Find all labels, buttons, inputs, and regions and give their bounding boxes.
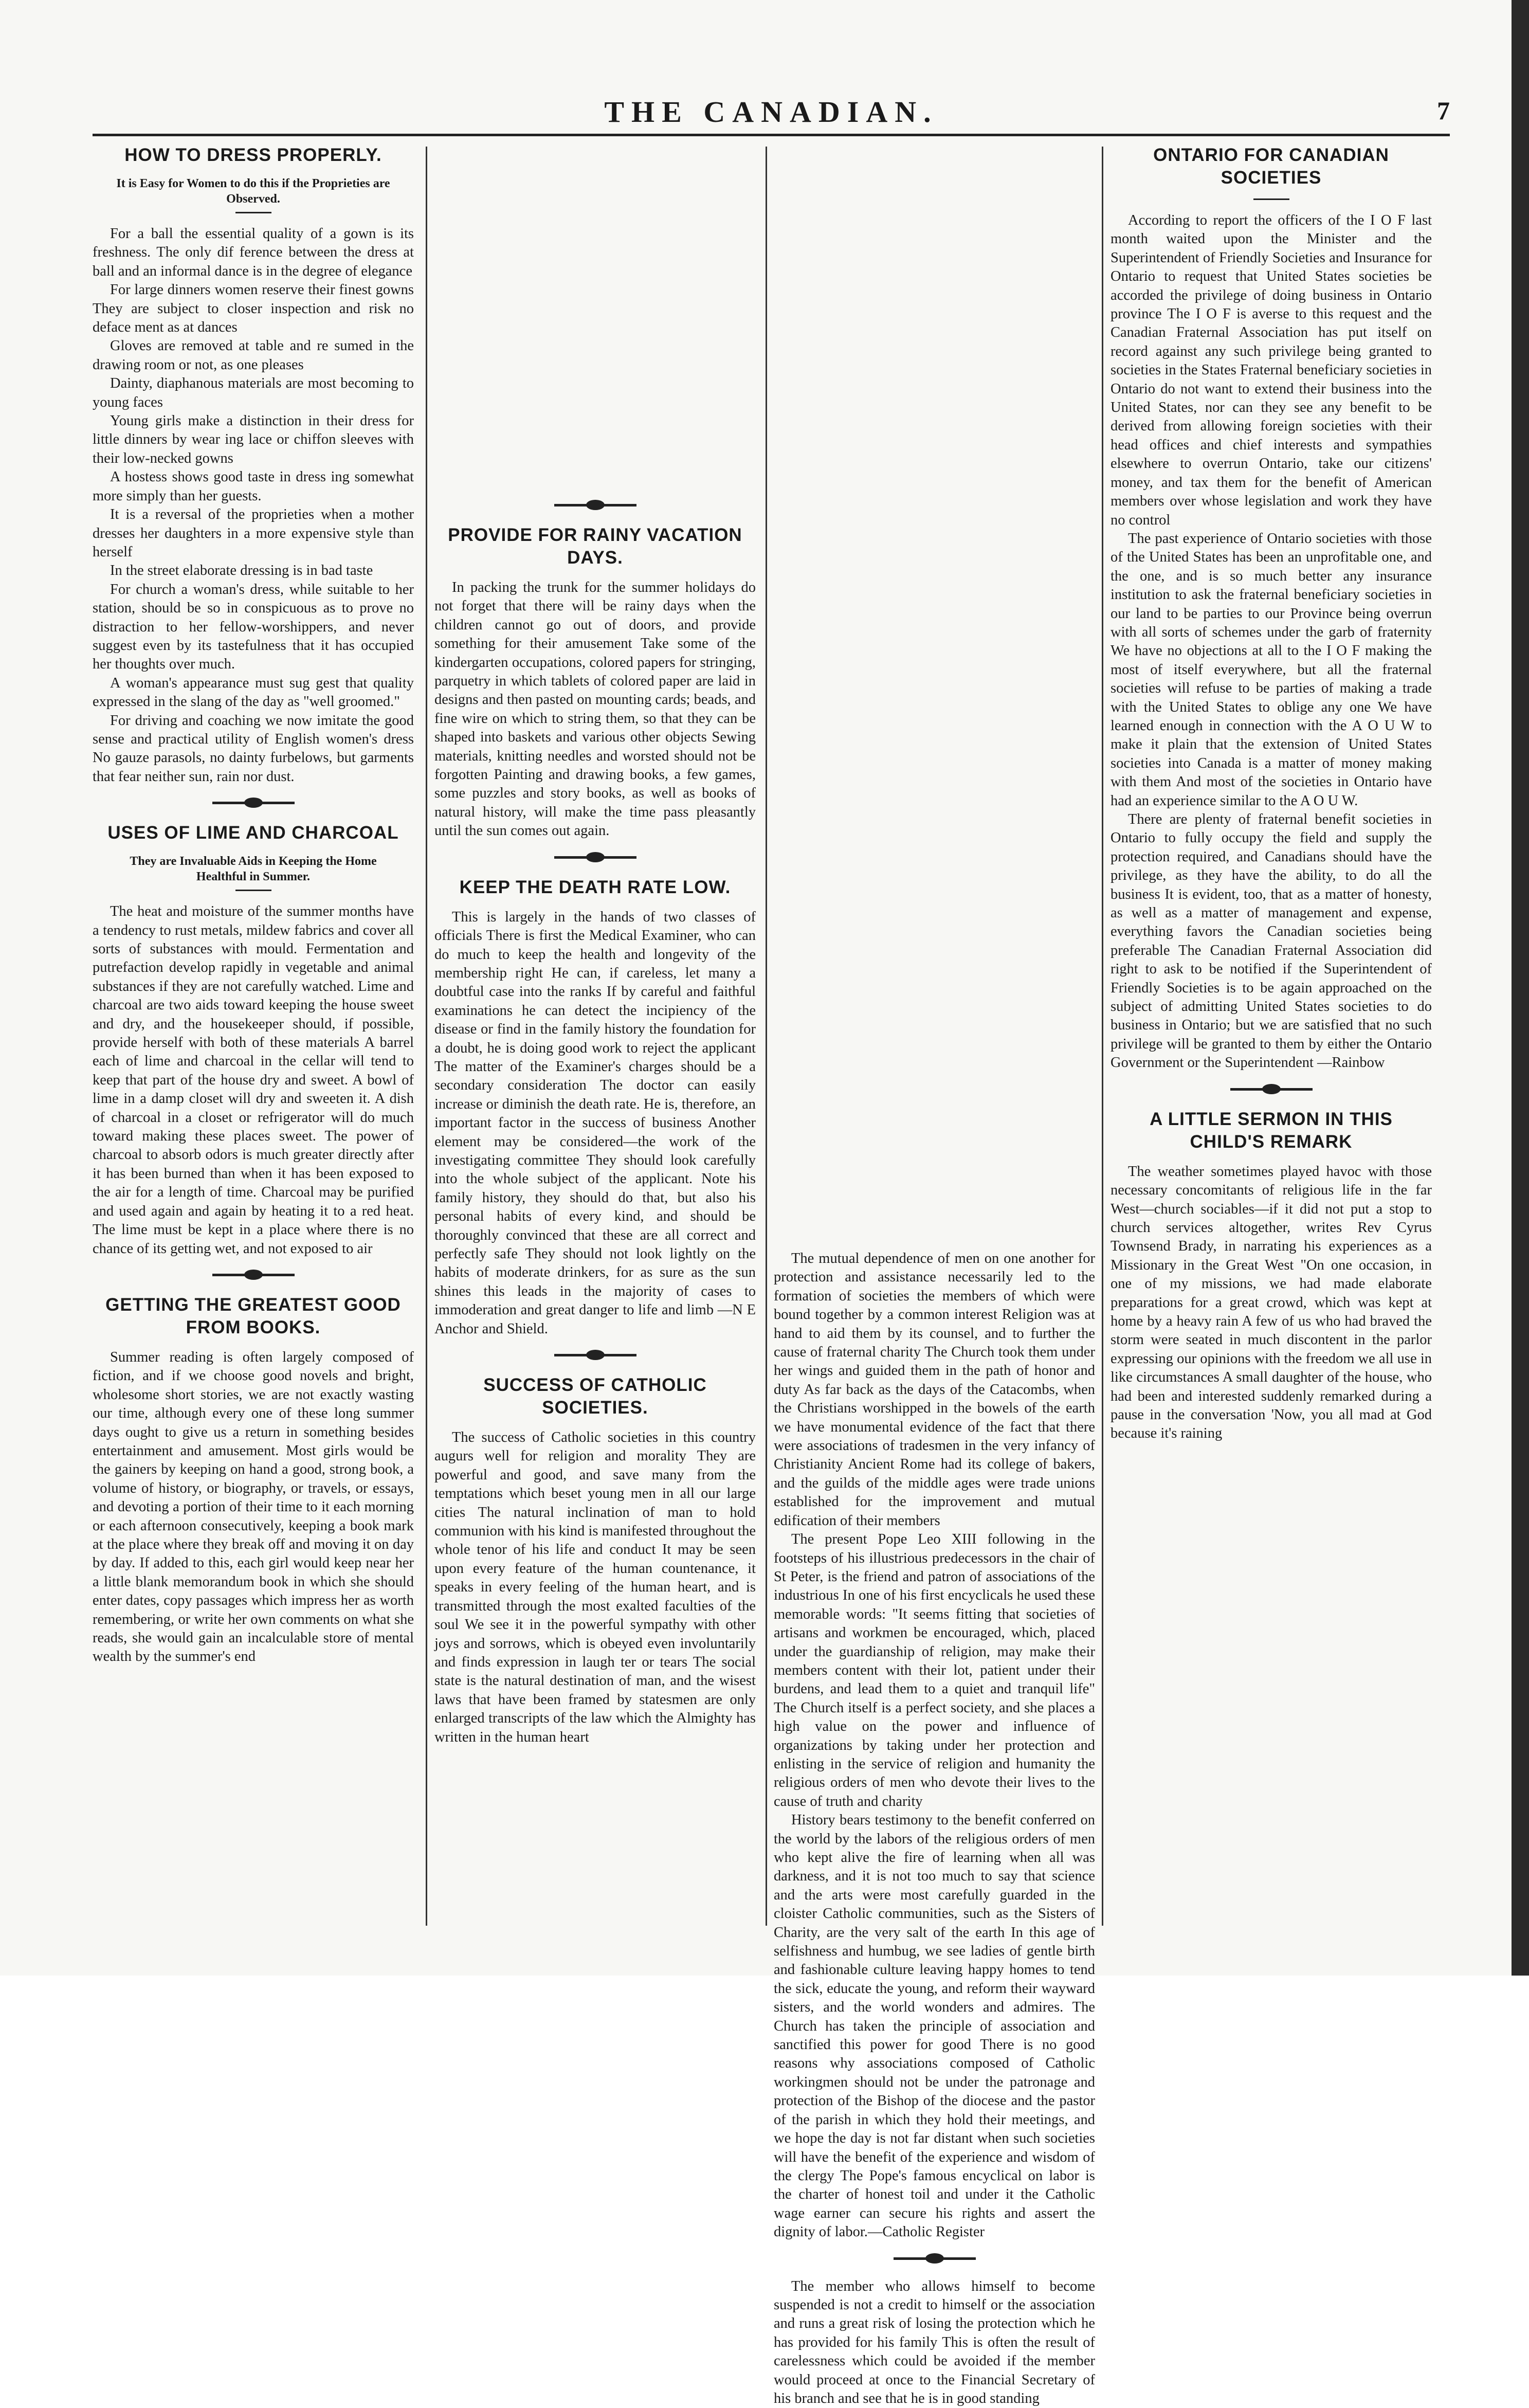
column-4: [1111, 144, 1432, 1928]
article-title: GETTING THE GREATEST GOOD FROM BOOKS.: [105, 1294, 401, 1337]
page-number: 7: [1437, 96, 1450, 125]
paragraph: In packing the trunk for the summer holidays do not forget that there will be rainy days when the children cannot go out of doors, and provide something for their amusement Take some of the kindergarten occupations, colored papers for stringing, parquetry in which tablets of colored paper are laid in designs and then pasted on mounting cards; beads, and fine wire on which to string them, so that they can be shaped into baskets and various other objects Sewing materials, knitting needles and worsted should not be forgotten Painting and drawing books, a few games, some puzzles and story books, as well as books of natural history, will make the time pass pleasantly until the sun comes out again.: [434, 580, 756, 839]
article-subtitle: They are Invaluable Aids in Keeping the Home Healthful in Summer.: [130, 855, 377, 884]
article-separator: [894, 2257, 976, 2260]
paragraph: The present Pope Leo XIII following in the footsteps of his illustrious predecessors in the chair of St Peter, is the friend and patron of associations of the industrious In one of his first encyclicals he used these memorable words: "It seems fitting that societies of artisans and workmen be encouraged, which, placed under the guardianship of religion, may make their members content with their lot, patient under their burdens, and lead them to a quiet and tranquil life" The Church itself is a perfect society, and she places a high value on the power and influence of organizations by taking under her protection and enlisting in the service of religion and humanity the religious orders of men who devote their lives to the cause of truth and charity: [774, 1531, 1095, 1809]
paragraph: Dainty, diaphanous materials are most becoming to young faces: [93, 375, 414, 410]
article-title: PROVIDE FOR RAINY VACATION DAYS.: [448, 525, 742, 568]
paragraph: The mutual dependence of men on one another for protection and assistance necessarily led to the formation of societies the members of which were bound together by a common interest Religion was at hand to aid them by its counsel, and to further the cause of fraternal charity The Church took them under her wings and guided them in the path of honor and duty As far back as the days of the Catacombs, when the Christians worshipped in the bowels of the earth we have monumental evidence of the fact that there were associations of tradesmen in the very infancy of Christianity Ancient Rome had its college of bakers, and the guilds of the middle ages were trade unions established for the improvement and mutual edification of their members: [774, 1251, 1095, 1529]
paragraph: For driving and coaching we now imitate the good sense and practical utility of English women's dress No gauze parasols, no dainty furbelows, but garments that fear neither sun, rain nor dust.: [93, 712, 414, 785]
article-dress: [93, 144, 414, 786]
paragraph: History bears testimony to the benefit conferred on the world by the labors of the religious orders of men who kept alive the fire of learning when all was darkness, and it is not too much to say that science and the arts were most carefully guarded in the cloister Catholic communities, such as the Sisters of Charity, are the very salt of the earth In this age of selfishness and humbug, we see ladies of gentle birth and fashionable culture leaving happy homes to tend the sick, educate the young, and reform their wayward sisters, and the world wonders and admires. The Church has taken the principle of association and sanctified this power for good There is no good reasons why associations composed of Catholic workingmen should not be under the patronage and protection of the Bishop of the diocese and the pastor of the parish in which they hold their meetings, and we hope the day is not far distant when such societies will have the benefit of the experience and wisdom of the clergy The Pope's famous encyclical on labor is the charter of honest toil and under it the Catholic wage earner can secure his rights and assert the dignity of labor.—Catholic Register: [774, 1812, 1095, 2240]
paragraph: It is a reversal of the proprieties when a mother dresses her daughters in a more expensive style than herself: [93, 506, 414, 560]
column-divider: [1102, 147, 1103, 1926]
paragraph: For a ball the essential quality of a gown is its freshness. The only dif ference between the dress at ball and an informal dance is in the degree of elegance: [93, 226, 414, 279]
paragraph: Young girls make a distinction in their dress for little dinners by wear ing lace or chiffon sleeves with their low-necked gowns: [93, 413, 414, 466]
paragraph: Summer reading is often largely composed of fiction, and if we choose good novels and bright, wholesome short stories, we are not exactly wasting our time, although every one of these long summer days ought to give us a return in something besides entertainment and amusement. Most girls would be the gainers by keeping on hand a good, strong book, a volume of history, or biography, or travels, or essays, and devoting a portion of their time to it each morning or each afternoon consecutively, keeping a book mark at the place where they break off and moving it on day by day. If added to this, each girl would keep near her a little blank memorandum book in which she should enter dates, copy passages which impress her as worth remembering, or write her own comments on what she reads, she would gain an incalculable store of mental wealth by the summer's end: [93, 1349, 414, 1665]
article-separator: [212, 802, 295, 804]
article-separator: [554, 856, 636, 859]
article-separator: [1230, 1088, 1313, 1091]
article-title: KEEP THE DEATH RATE LOW.: [459, 877, 731, 897]
article-title: ONTARIO FOR CANADIAN SOCIETIES: [1153, 145, 1389, 188]
column-1: [93, 144, 414, 1928]
paragraph: A woman's appearance must sug gest that quality expressed in the slang of the day as "well groomed.": [93, 675, 414, 710]
column-2: [434, 144, 756, 1928]
article-separator: [212, 1274, 295, 1276]
article-title: USES OF LIME AND CHARCOAL: [107, 823, 399, 843]
article-separator: [554, 1354, 636, 1356]
paragraph: The member who allows himself to become suspended is not a credit to himself or the association and runs a great risk of losing the protection which he has provided for his family This is often the result of carelessness which could be avoided if the member would proceed at once to the Financial Secretary of his branch and see that he is in good standing: [774, 2278, 1095, 2406]
paragraph: For large dinners women reserve their finest gowns They are subject to closer inspection and risk no deface ment as at dances: [93, 282, 414, 336]
article-title: HOW TO DRESS PROPERLY.: [124, 145, 382, 165]
short-rule: [1253, 198, 1289, 200]
article-rainy: [434, 524, 756, 841]
paragraph: A hostess shows good taste in dress ing somewhat more simply than her guests.: [93, 469, 414, 504]
scan-edge: [1512, 0, 1529, 1976]
paragraph: The heat and moisture of the summer months have a tendency to rust metals, mildew fabrics and cover all sorts of substances with mould. Fermentation and putrefaction develop rapidly in vegetable and animal substances if they are not carefully watched. Lime and charcoal are two aids toward keeping the house sweet and dry, and the housekeeper should, if possible, provide herself with both of these materials A barrel each of lime and charcoal in the cellar will tend to keep that part of the house dry and sweet. A bowl of lime in a damp closet will dry and sweeten it. A dish of charcoal in a closet or refrigerator will do much toward making these places sweet. The power of charcoal to absorb odors is much greater directly after it has been burned than when it has been exposed to the air for a length of time. Charcoal may be purified and used again and again by heating it to a red heat. The lime must be kept in a place where there is no chance of its getting wet, and not exposed to air: [93, 903, 414, 1257]
column-divider: [766, 147, 767, 1926]
article-ontario: [1111, 144, 1432, 1073]
article-death: [434, 876, 756, 1338]
paragraph: The past experience of Ontario societies with those of the United States has been an unprofitable one, and the one, and is so much better any insurance institution to ask the fraternal beneficiary societies in our land to be parties to our Province being overrun with all sorts of schemes under the garb of fraternity We have no objections at all to the I O F making the most of itself everywhere, but all the fraternal societies will refuse to be parties of making a trade with the United States to oblige any one We have learned enough in connection with the A O U W to make it plain that the extension of United States societies into Canada is a matter of money making with them And most of the societies in Ontario have had an experience similar to the A O U W.: [1111, 530, 1432, 809]
article-subtitle: It is Easy for Women to do this if the Proprieties are Observed.: [116, 177, 390, 206]
article-sermon: [1111, 1108, 1432, 1443]
article-title: A LITTLE SERMON IN THIS CHILD'S REMARK: [1150, 1109, 1393, 1152]
paragraph: This is largely in the hands of two classes of officials There is first the Medical Examiner, who can do much to keep the health and longevity of the membership right He can, if careless, let many a doubtful case into the ranks If by careful and faithful examinations he can detect the incipiency of the disease or find in the family history the foundation for a doubt, he is doing good work to reject the applicant The matter of the Examiner's charges should be a secondary consideration The doctor can easily increase or diminish the death rate. He is, therefore, an important factor in the success of business Another element may be considered—the work of the investigating committee They should look carefully into the whole subject of the applicant. Note his family history, they should do that, but also his personal habits of every kind, and should be thoroughly convinced that these are all correct and perfectly safe They should not look lightly on the habits of moderate drinkers, for as sure as the sun shines this leads in the majority of cases to immoderation and great danger to life and limb —N E Anchor and Shield.: [434, 909, 756, 1337]
short-rule: [235, 212, 271, 213]
paragraph: There are plenty of fraternal benefit societies in Ontario to fully occupy the field and supply the protection required, and Canadians should have the privilege, as they have the ability, to do all the business It is evident, too, that as a matter of honesty, as well as a matter of management and expense, everything favors the Canadian societies being preferable The Canadian Fraternal Association did right to ask to be notified if the Superintendent of Friendly Societies is to be again approached on the subject of admitting United States societies to do business in Ontario; but we are satisfied that no such privilege will be granted to them by either the Ontario Government or the Superintendent —Rainbow: [1111, 811, 1432, 1071]
column-3: [774, 144, 1095, 2406]
article-lime: [93, 822, 414, 1258]
paragraph: According to report the officers of the I O F last month waited upon the Minister and the Superintendent of Friendly Societies and Insurance for Ontario to request that United States societies be accorded the privilege of doing business in Ontario province The I O F is averse to this request and the Canadian Fraternal Association has put itself on record against any such privilege being granted to societies in the States Fraternal beneficiary societies in Ontario do not want to extend their business into the United States, nor can they see any benefit to be derived from allowing foreign societies with their head offices and chief interests and sympathies elsewhere to overrun Ontario, take our citizens' money, and tax them for the benefit of American members over whose legislation and work they have no control: [1111, 212, 1432, 528]
column-divider: [426, 147, 427, 1926]
paragraph: In the street elaborate dressing is in bad taste: [110, 563, 373, 579]
paragraph: The weather sometimes played havoc with those necessary concomitants of religious life in the far West—church sociables—if it did not put a stop to church services altogether, writes Rev Cyrus Townsend Brady, in narrating his experiences as a Missionary in the Great West "On one occasion, in one of my missions, we had made elaborate preparations for a great crowd, which was kept at home by a heavy rain A few of us who had braved the storm were seated in much discontent in the parlor expressing our opinions with the freedom we all use in like circumstances A small daughter of the house, who had been and interested suddenly remarked during a pause in the conversation 'Now, you all mad at God because it's raining: [1111, 1163, 1432, 1442]
paragraph: The success of Catholic societies in this country augurs well for religion and morality They are powerful and good, and save many from the temptations which beset young men in all our large cities The natural inclination of man to hold communion with his kind is manifested throughout the whole tenor of his life and conduct It may be seen upon every feature of the human countenance, it speaks in every feeling of the human heart, and is transmitted through the most exalted faculties of the soul We see it in the powerful sympathy with other joys and sorrows, which is obeyed even involuntarily and finds expression in laugh ter or tears The social state is the natural destination of man, and the wisest laws that have been framed by statesmen are only enlarged transcripts of the law which the Almighty has written in the human heart: [434, 1429, 756, 1745]
article-title: SUCCESS OF CATHOLIC SOCIETIES.: [483, 1375, 707, 1418]
article-separator: [554, 504, 636, 506]
masthead: THE CANADIAN.: [604, 95, 938, 129]
paragraph: Gloves are removed at table and re sumed in the drawing room or not, as one pleases: [93, 338, 414, 373]
article-books: [93, 1294, 414, 1667]
paragraph: For church a woman's dress, while suitable to her station, should be so in conspicuous as to prove no distraction to her fellow-worshippers, and never suggest even by its tastefulness that it has occupied her thoughts over much.: [93, 581, 414, 673]
short-rule: [235, 890, 271, 891]
article-member: [774, 2277, 1095, 2408]
page-header: [93, 87, 1450, 136]
article-catholic: [434, 1374, 756, 1747]
